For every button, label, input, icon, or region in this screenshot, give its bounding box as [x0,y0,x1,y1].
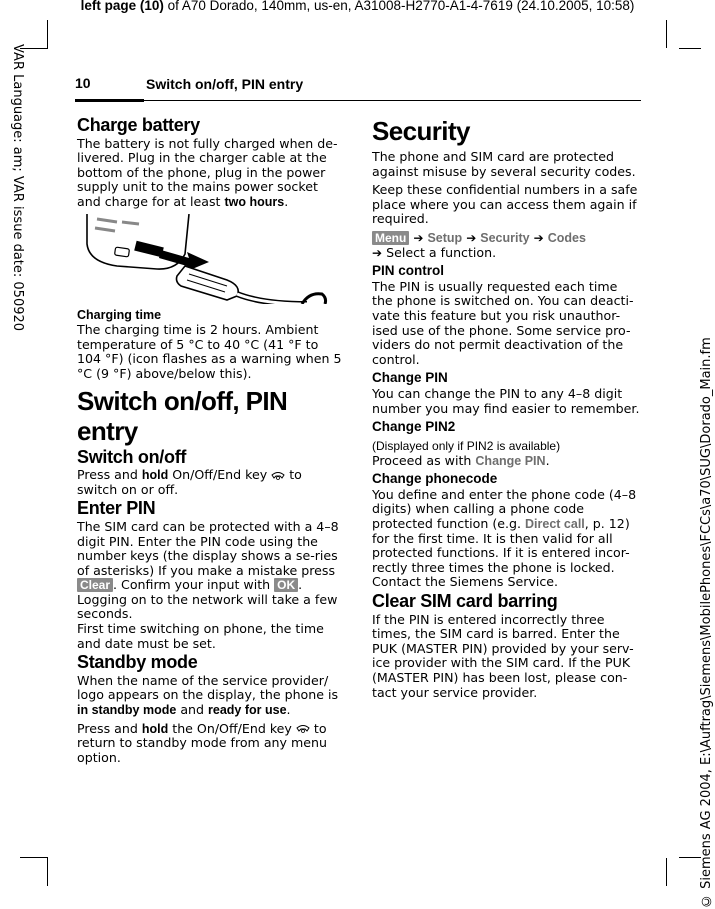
clear-sim-heading: Clear SIM card barring [372,591,558,612]
enter-pin-heading: Enter PIN [77,498,156,519]
change-pin-link: Change PIN [475,453,546,468]
standby-mode-heading: Standby mode [77,652,198,673]
crop-mark [47,858,48,886]
ok-softkey: OK [274,578,298,592]
change-phonecode-heading: Change phonecode [372,471,498,487]
change-pin2-heading: Change PIN2 [372,419,456,435]
charge-battery-heading: Charge battery [77,115,200,135]
change-pin2-text: Proceed as with Change PIN. [372,452,550,468]
clear-sim-text: If the PIN is entered incorrectly three times, the SIM card is barred. Enter the PUK (MASTER PIN) provided by your serv-ice provider with the SIM card. If the PUK (MASTER PIN) has been lost, please con-tact your service provider. [372,611,634,700]
margin-language-note: VAR Language: am; VAR issue date: 050920 [10,44,25,332]
left-column [77,115,345,769]
charging-time-heading: Charging time [77,307,162,322]
crop-mark [666,20,667,48]
crop-mark [666,858,667,886]
security-safe-note: Keep these confidential numbers in a safe place where you can access them again if required. [372,182,638,227]
crop-mark [679,857,701,858]
switch-on-off-heading: Switch on/off [77,446,187,467]
path-setup: Setup [427,230,463,245]
charging-time-text: The charging time is 2 hours. Ambient temperature of 5 °C to 40 °C (41 °F to 104 °F) (icon flashes as a warning when 5 °C (9 °F) above/below this). [77,322,342,381]
arrow-right-icon: ➔ [466,230,477,245]
header-rule-accent [75,99,144,102]
direct-call-link: Direct call [525,517,585,532]
clear-softkey: Clear [77,578,113,592]
change-pin-text: You can change the PIN to any 4–8 digit number you may find easier to remember. [372,385,640,416]
header-rule [75,100,641,101]
security-heading: Security [372,116,470,146]
phone-charger-image [77,214,345,304]
end-key-icon [296,724,310,734]
end-key-icon [271,471,285,481]
charge-battery-text: The battery is not fully charged when de-livered. Plug in the charger cable at the bottom of the phone, plug in the power supply unit to the mains power socket and charge for at least two hours. [77,135,338,209]
arrow-right-icon: ➔ [533,230,544,245]
switch-on-off-text: Press and hold On/Off/End key to switch on or off. [77,467,302,497]
page-header-title: Switch on/off, PIN entry [146,76,304,92]
arrow-right-icon: ➔ [372,245,383,260]
crop-mark [20,857,48,858]
running-head [0,0,715,13]
menu-softkey: Menu [372,231,409,245]
running-head-rest: of A70 Dorado, 140mm, us-en, A31008-H2770-A1-4-7619 (24.10.2005, 10:58) [163,0,635,13]
margin-copyright-note: © Siemens AG 2004, E:\Auftrag\Siemens\MobilePhones\FCCs\a70\SUG\Dorado_Main.fm [699,337,714,908]
security-intro: The phone and SIM card are protected against misuse by several security codes. [372,149,636,179]
crop-mark [47,20,48,48]
running-head-bold: left page (10) [80,0,164,13]
crop-mark [679,48,701,49]
pin-control-heading: PIN control [372,263,445,279]
right-column [372,116,640,704]
change-pin2-note: (Displayed only if PIN2 is available) [372,438,561,453]
standby-mode-text: When the name of the service provider/ logo appears on the display, the phone is in standby mode and ready for use. [77,672,339,718]
enter-pin-text: The SIM card can be protected with a 4–8 digit PIN. Enter the PIN code using the number keys (the display shows a se-ries of asterisks) If you make a mistake press Clear . Confirm your input with OK . Logging on to the network will take a few seconds. [77,518,339,622]
pin-control-text: The PIN is usually requested each time the phone is switched on. You can deacti-vate this feature but you risk unauthor-ised use of the phone. Some service pro-viders do not permit deactivation of the control. [372,278,634,367]
change-phonecode-text: You define and enter the phone code (4–8 digits) when calling a phone code protected function (e.g. Direct call, p. 12) for the first time. It is then valid for all protected functions. If it is entered incor-rectly three times the phone is locked. Contact the Siemens Service. [372,486,637,590]
path-codes: Codes [547,230,586,245]
arrow-right-icon: ➔ [413,230,424,245]
first-time-text: First time switching on phone, the time and date must be set. [77,621,324,651]
section-main-heading: Switch on/off, PIN entry [77,385,288,446]
standby-return-text: Press and hold the On/Off/End key to return to standby mode from any menu option. [77,720,327,765]
page-number: 10 [75,75,91,91]
select-function-text: Select a function. [386,244,497,260]
change-pin-heading: Change PIN [372,370,448,386]
charger-illustration [77,214,345,304]
path-security: Security [480,230,530,245]
security-menu-path [372,231,640,260]
